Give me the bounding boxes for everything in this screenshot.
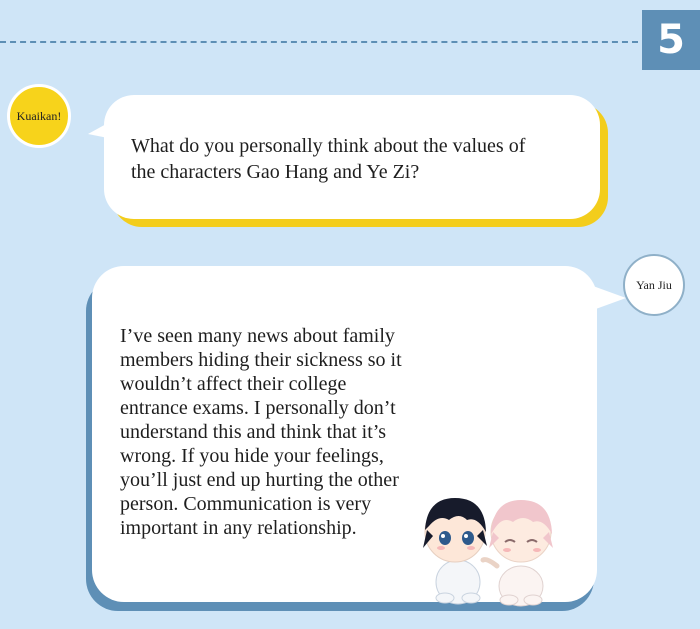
answer-bubble-tail: [582, 282, 626, 314]
answer-line: person. Communication is very: [120, 493, 372, 515]
yan-jiu-avatar: [623, 254, 685, 316]
answer-line: you’ll just end up hurting the other: [120, 469, 399, 491]
answer-line: understand this and think that it’s: [120, 421, 387, 443]
dashed-divider: [0, 41, 638, 43]
respondent-name: Yan Jiu: [636, 277, 672, 292]
answer-line: I’ve seen many news about family: [120, 325, 395, 347]
interviewer-name: Kuaikan!: [16, 108, 62, 123]
dark-haired-chibi: [423, 498, 487, 604]
answer-line: wouldn’t affect their college: [120, 373, 347, 395]
answer-line: wrong. If you hide your feelings,: [120, 445, 384, 467]
pink-haired-chibi: [483, 500, 553, 606]
kuaikan-avatar: [7, 84, 71, 148]
chibi-characters-illustration: [413, 486, 563, 608]
answer-line: important in any relationship.: [120, 517, 357, 539]
question-text: [131, 133, 581, 185]
section-number-badge: 5: [642, 10, 700, 70]
answer-line: entrance exams. I personally don’t: [120, 397, 396, 419]
question-line: the characters Gao Hang and Ye Zi?: [131, 161, 420, 183]
answer-line: members hiding their sickness so it: [120, 349, 402, 371]
question-line: What do you personally think about the values of: [131, 135, 526, 157]
answer-text: [120, 324, 440, 540]
question-bubble-tail: [88, 112, 128, 142]
